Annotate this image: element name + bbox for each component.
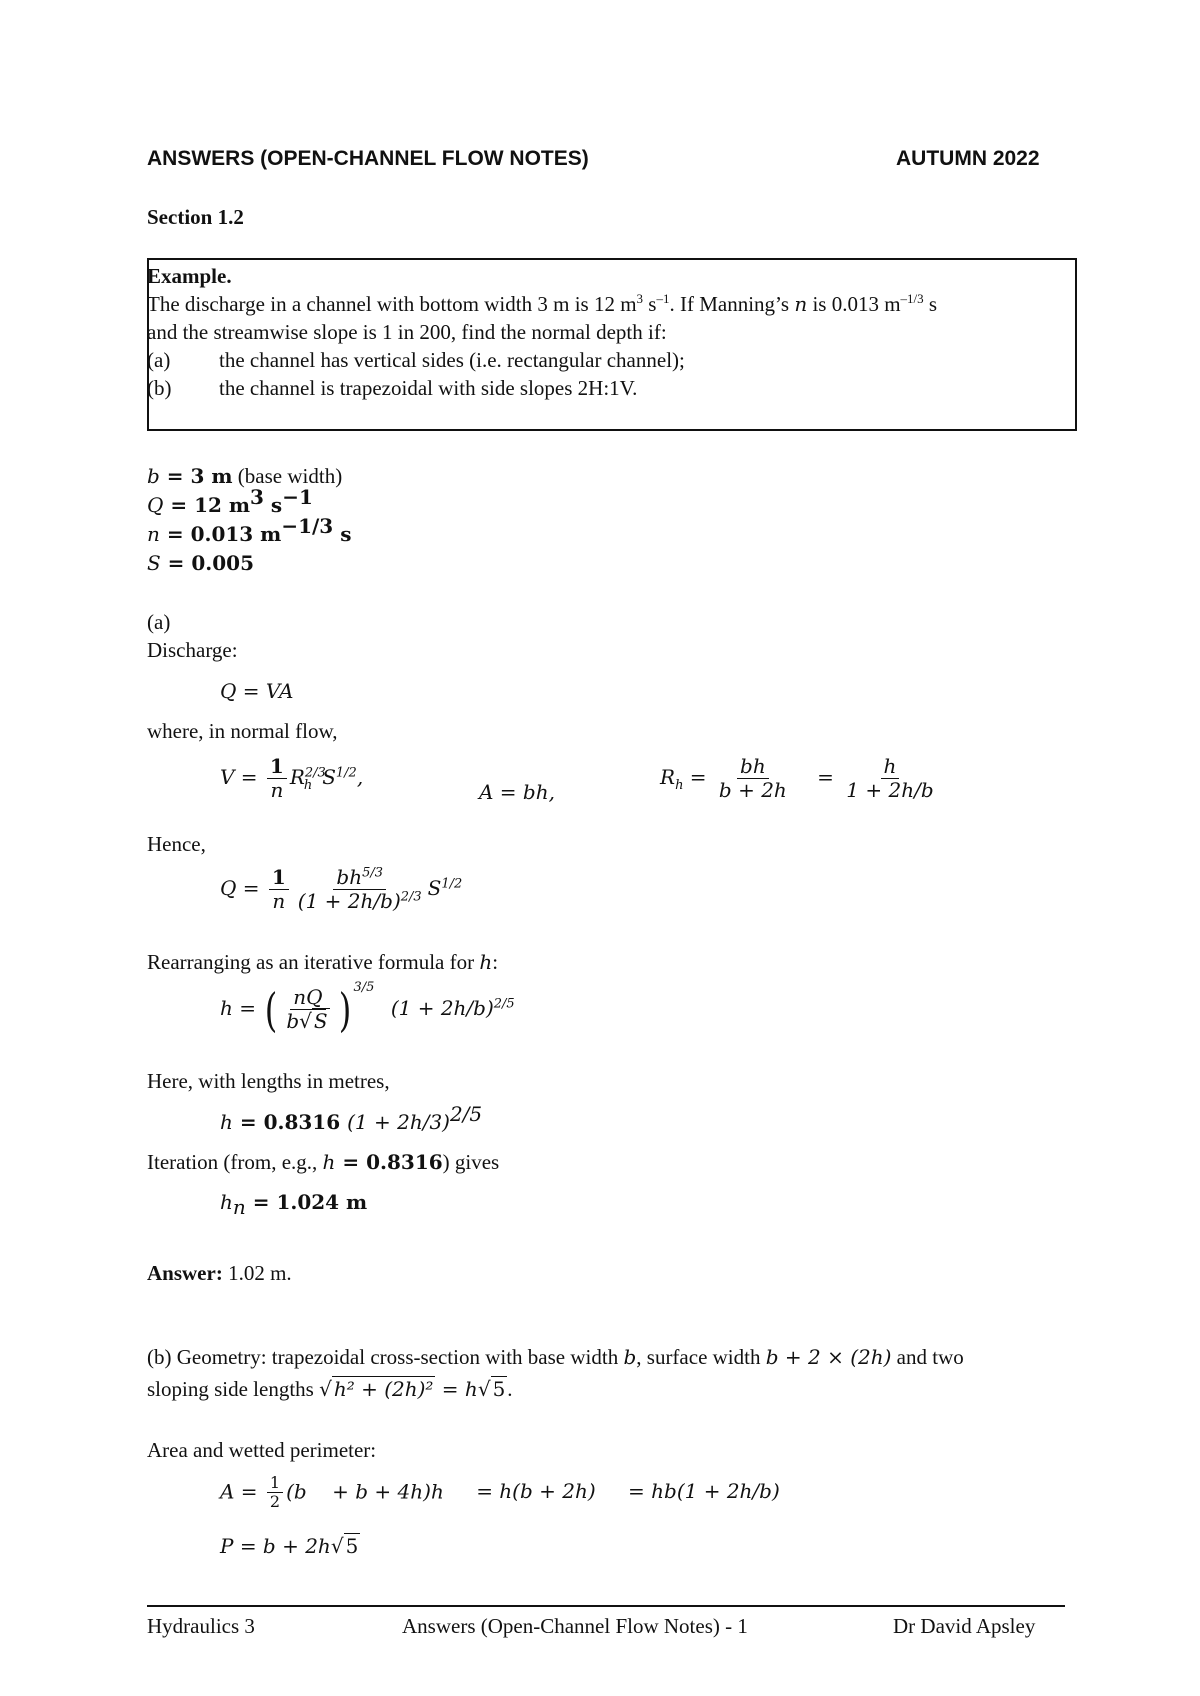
here-text: Here, with lengths in metres, <box>147 1069 390 1093</box>
given-n: n = 0.013 $m^{-1/3}$ s <box>147 514 352 546</box>
given-s: S = 0.005 <box>147 551 255 575</box>
hence-text: Hence, <box>147 832 206 856</box>
discharge-label: Discharge: <box>147 638 238 662</box>
example-line-1: The discharge in a channel with bottom width 3 m is 12 $m^3$ $s^{-1}$. If Manning’s n is 0.013 $m^{-1/3}$ s <box>147 291 938 316</box>
example-item-a-text: the channel has vertical sides (i.e. rectangular channel); <box>219 348 685 372</box>
eq-iterative-formula: h = ( $\frac{nQ}{b√ S}$ ) $^{3/5}$ $(1 + 2h/b)^{2/5}$ <box>220 980 515 1037</box>
where-text: where, in normal flow, <box>147 719 338 743</box>
iteration-text: Iteration (from, e.g., h = 0.8316) gives <box>147 1150 500 1174</box>
given-b: b = 3 m (base width) <box>147 464 343 488</box>
footer-rule <box>147 1605 1065 1607</box>
given-q: Q = 12 $m^3$ $s^{-1}$ <box>147 485 313 517</box>
term-label: AUTUMN 2022 <box>896 147 1040 170</box>
eq-hydraulic-radius: $R_h$ = $\frac{bh}{b + 2h}$ = $\frac{h}{1 + 2h/b}$ <box>660 754 934 802</box>
example-item-a-label: (a) <box>147 348 171 372</box>
eq-area: A = bh, <box>479 780 555 804</box>
part-b-slope-length: sloping side lengths √ h² + (2h)² = h√ 5. <box>147 1377 513 1401</box>
example-line-2: and the streamwise slope is 1 in 200, find the normal depth if: <box>147 320 667 344</box>
answer-a: Answer: 1.02 m. <box>147 1261 292 1285</box>
eq-q-va: Q = VA <box>220 679 294 703</box>
eq-discharge-full: Q = $\frac{1}{n}$ $\frac{bh^{5/3}}{(1 + 2h/b)^{2/3}}$ $S^{1/2}$ <box>220 865 463 913</box>
eq-velocity: V = $\frac{1}{n}$ $R^{2/3}_h$ $S^{1/2}$, <box>220 754 364 802</box>
eq-normal-depth: $h_n = 1.024$ m <box>220 1190 368 1220</box>
area-perimeter-heading: Area and wetted perimeter: <box>147 1438 377 1462</box>
example-item-b-text: the channel is trapezoidal with side slopes 2H:1V. <box>219 376 638 400</box>
part-b-geometry: (b) Geometry: trapezoidal cross-section with base width b, surface width b + 2 × (2h) and two <box>147 1345 964 1369</box>
eq-trapezoid-area: A = $\frac{1}{2}$ (b + b + 4h)h = h(b + 2h) = hb(1 + 2h/b) <box>220 1473 780 1512</box>
eq-h-numeric: h = 0.8316 $(1 + 2h/3)^{2/5}$ <box>220 1102 483 1134</box>
footer-center: Answers (Open-Channel Flow Notes) - 1 <box>402 1614 748 1638</box>
example-item-b-label: (b) <box>147 376 172 400</box>
example-heading: Example. <box>147 264 232 288</box>
footer-left: Hydraulics 3 <box>147 1614 255 1638</box>
footer-right: Dr David Apsley <box>893 1614 1036 1638</box>
section-heading: Section 1.2 <box>147 205 244 229</box>
page-title: ANSWERS (OPEN-CHANNEL FLOW NOTES) <box>147 147 589 170</box>
part-a-label: (a) <box>147 610 171 634</box>
rearrange-text: Rearranging as an iterative formula for h: <box>147 950 499 974</box>
eq-wetted-perimeter: P = b + 2h√ 5 <box>220 1534 359 1558</box>
